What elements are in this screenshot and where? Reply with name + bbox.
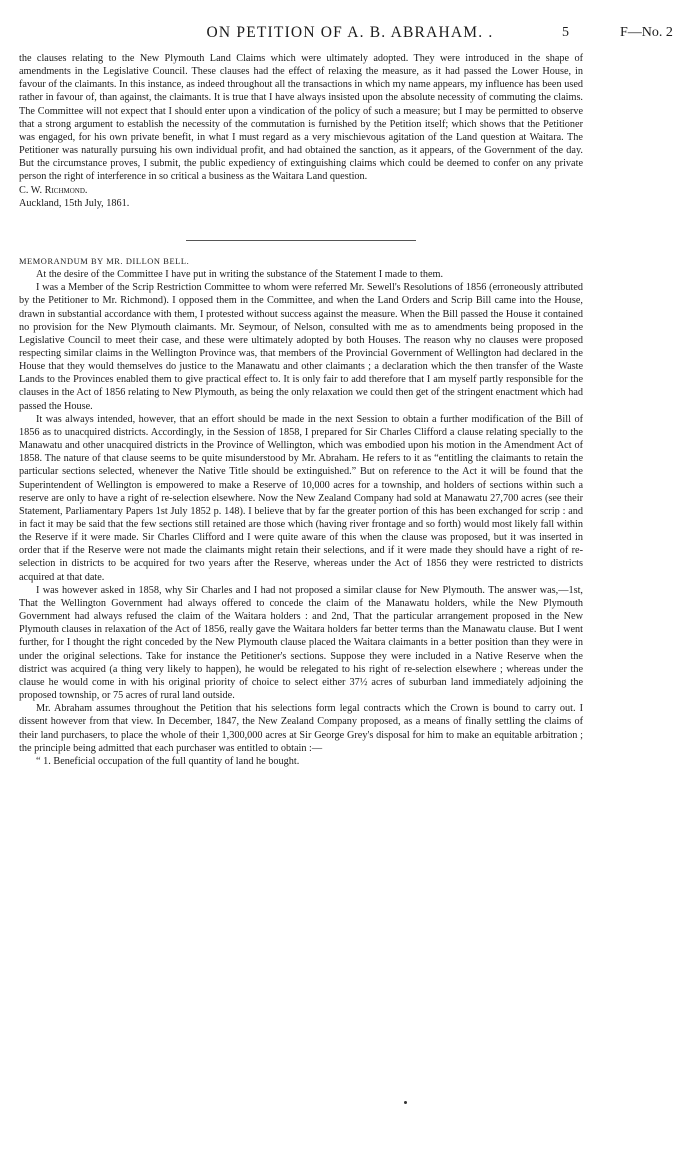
memo-quoted-item: “ 1. Beneficial occupation of the full quantity of land he bought. <box>36 755 300 767</box>
page-number: 5 <box>562 25 569 40</box>
memo-paragraph: I was a Member of the Scrip Restriction Committee to whom were referred Mr. Sewell's Resolutions of 1856 (erroneously attributed by the Petitioner to Mr. Richmond). I opposed them in the Committee, and when the Land Orders and Scrip Bill came into the House, drawn in substantial accordance with them, I protested without success against the measure. When the Bill passed the House it contained no provision for the New Plymouth claimants. Mr. Seymour, of Nelson, consulted with me as to amendments being proposed in the Legislative Council to meet their case, and these were ultimately adopted by both Houses. The reason why no clauses were proposed respecting similar claims in the Wellington Province was, that members of the Provincial Government of Wellington had declared in the House that they would themselves do justice to the Manawatu and other claimants ; a declaration which the then transfer of the Waste Lands to the Provinces enabled them to give practical effect to. It is only fair to add therefore that I am myself partly responsible for the clauses in the Act of 1856 relating to New Plymouth, as being the only relaxation we could then get of the stringent enactment which had passed the House. <box>19 282 583 412</box>
signature: C. W. Richmond. <box>19 184 88 196</box>
letter-paragraph: the clauses relating to the New Plymouth Land Claims which were ultimately adopted. They were introduced in the shape of amendments in the Legislative Council. These clauses had the effect of relaxing the measure, as it had passed the Lower House, in favour of the claimants. In this instance, as indeed throughout all the transactions in which my name appears, my influence has been used rather in favour of, than against, the claimants. It is true that I have always insisted upon the absolute necessity of commuting the claims. The Committee will not expect that I should enter upon a vindication of the policy of such a measure; but I may be permitted to observe that a strong argument to establish the necessity of the commutation is furnished by the Petition itself; which shows that the Petitioner was engaged, for his own private benefit, in what I must regard as a very mischievous agitation of the Land question at Waitara. The Petitioner was naturally pursuing his own individual profit, and had obtained the sanction, as it appears, of the Government of the day. But the circumstance proves, I submit, the public expediency of extinguishing claims which could be deemed to confer on any private person the right of interference in so critical a business as the Waitara Land question. <box>19 53 583 183</box>
memo-paragraph: I was however asked in 1858, why Sir Charles and I had not proposed a similar clause for New Plymouth. The answer was,—1st, That the Wellington Government had always offered to concede the claim of the Manawatu holders, while the New Plymouth Government had always refused the claim of the Waitara holders : and 2nd, That the particular arrangement proposed in the New Plymouth clauses in relaxation of the Act of 1856, really gave the Waitara holders far better terms than the Manawatu clause. But I went further, for I thought the right conceded by the New Plymouth clause placed the Waitara claimants in a better position than they were in under the original selections. Take for instance the Petitioner's sections. Suppose they were included in a Native Reserve when the district was acquired (a thing very likely to happen), he would be relegated to his right of re-selection elsewhere ; whereas under the clause he would come in with his original priority of choice to select either 37½ acres of suburban land immediately adjoining the proposed township, or 75 acres of rural land outside. <box>19 584 583 702</box>
document-reference: F—No. 2 <box>620 25 673 40</box>
memo-paragraph: It was always intended, however, that an effort should be made in the next Session to obtain a further modification of the Bill of 1856 as to unacquired districts. Accordingly, in the Session of 1858, I prepared for Sir Charles Clifford a clause relating specially to the Manawatu and other unacquired districts in the Province of Wellington, which was embodied upon his motion in the Amendment Act of 1858. The nature of that clause seems to be quite misunderstood by Mr. Abraham. He refers to it as “entitling the claimants to retain the particular sections selected, whenever the Native Title should be extinguished.” But on reference to the Act it will be found that the Superintendent of Wellington is empowered to make a Reserve of 10,000 acres for a township, and holders of sections within such a reserve are only to have a right of re-selection elsewhere. Now the New Zealand Company had sold at Manawatu 27,700 acres (see their Statement, Parliamentary Papers 1st July 1852 p. 148). I believe that by far the greater portion of this has been exchanged for scrip : and in fact it may be said that the few sections still retained are those which (having river frontage and so forth) would most likely fall within the Reserve if it were made. Sir Charles Clifford and I were quite aware of this when the clause was proposed, but it was inserted in order that if the Reserve were not made the claimants might retain their selections, and if it were made they should have a right of re-selection in districts to be acquired for two years after the Reserve, whereas under the Act of 1856 they were restricted to districts acquired at that date. <box>19 413 583 583</box>
memorandum-title: MEMORANDUM BY MR. DILLON BELL. <box>19 256 190 266</box>
memo-paragraph: At the desire of the Committee I have put in writing the substance of the Statement I made to them. <box>36 269 444 281</box>
memo-paragraph: Mr. Abraham assumes throughout the Petition that his selections form legal contracts which the Crown is bound to carry out. I dissent however from that view. In December, 1847, the New Zealand Company proposed, as a means of finally settling the claims of their land purchasers, to place the whole of their 1,300,000 acres at Sir George Grey's disposal for him to make an equitable arbitration ; the principle being admitted that each purchaser was entitled to obtain :— <box>19 703 583 754</box>
letter-date: Auckland, 15th July, 1861. <box>19 197 130 209</box>
running-title: ON PETITION OF A. B. ABRAHAM. . <box>206 24 494 41</box>
stray-mark <box>404 1101 407 1104</box>
section-divider <box>186 240 416 241</box>
page-body <box>19 52 583 768</box>
page-header <box>0 24 700 44</box>
